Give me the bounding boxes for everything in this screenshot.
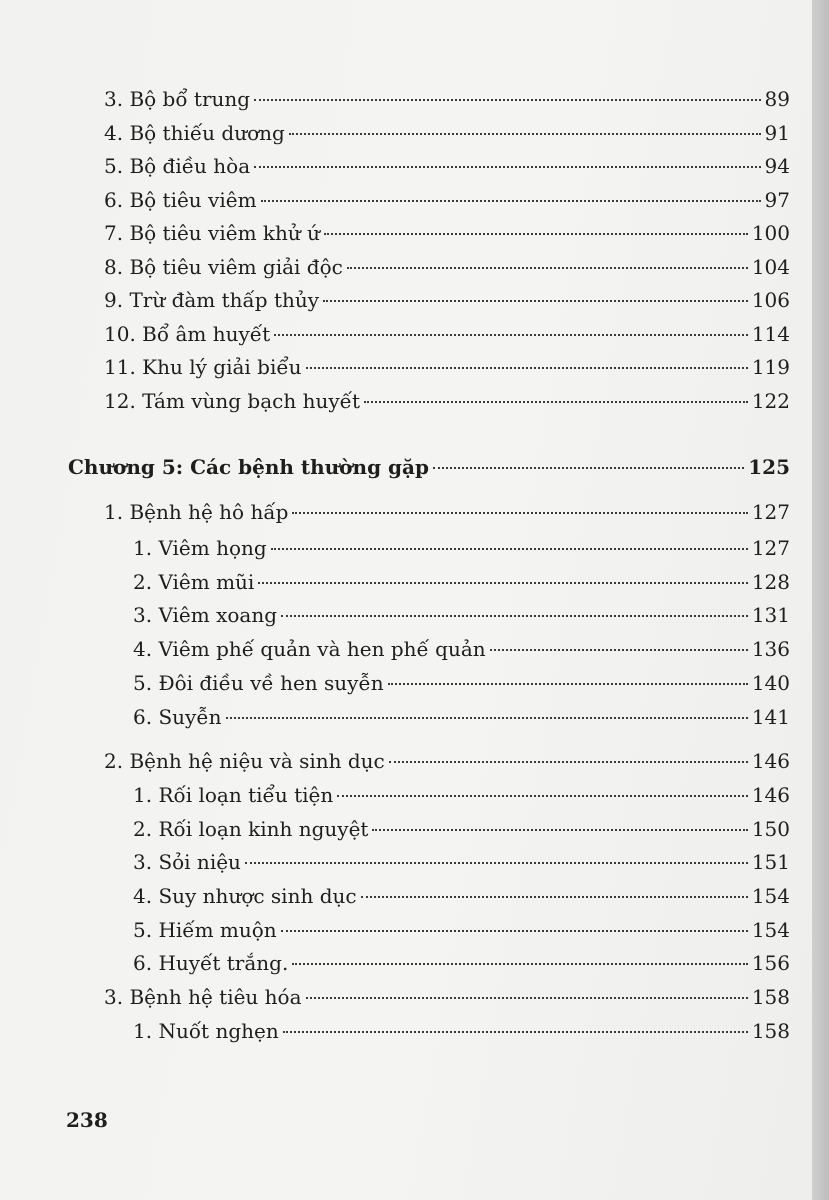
toc-entry bbox=[104, 746, 790, 776]
toc-entry bbox=[104, 497, 790, 527]
toc-entry-label: Chương 5: Các bệnh thường gặp bbox=[68, 455, 429, 479]
toc-entry-label: 3. Bộ bổ trung bbox=[104, 87, 251, 111]
toc-entry-label: 5. Đôi điều về hen suyễn bbox=[133, 671, 384, 695]
toc-entry-page: 158 bbox=[751, 985, 790, 1009]
toc-entry-label: 1. Bệnh hệ hô hấp bbox=[104, 500, 289, 524]
toc-entry-page: 89 bbox=[764, 87, 790, 111]
dot-leader bbox=[306, 367, 748, 369]
dot-leader bbox=[254, 166, 760, 168]
dot-leader bbox=[283, 1031, 748, 1033]
toc-entry-label: 1. Viêm họng bbox=[133, 536, 267, 560]
toc-chapter-heading bbox=[68, 452, 790, 482]
toc-entry-page: 151 bbox=[751, 850, 790, 874]
toc-entry-label: 4. Bộ thiếu dương bbox=[104, 121, 285, 145]
toc-entry-page: 158 bbox=[751, 1019, 790, 1043]
dot-leader bbox=[361, 896, 748, 898]
toc-entry bbox=[133, 780, 790, 810]
toc-entry-page: 127 bbox=[751, 536, 790, 560]
toc-entry-label: 5. Bộ điều hòa bbox=[104, 154, 251, 178]
dot-leader bbox=[245, 862, 748, 864]
toc-entry-page: 100 bbox=[751, 221, 790, 245]
toc-entry-label: 12. Tám vùng bạch huyết bbox=[104, 389, 360, 413]
toc-entry bbox=[133, 702, 790, 732]
toc-entry-label: 6. Bộ tiêu viêm bbox=[104, 188, 257, 212]
dot-leader bbox=[433, 467, 744, 469]
page-number: 238 bbox=[66, 1108, 108, 1132]
dot-leader bbox=[281, 615, 748, 617]
toc-entry bbox=[104, 218, 790, 248]
toc-entry bbox=[104, 185, 790, 215]
dot-leader bbox=[289, 133, 761, 135]
toc-entry-page: 91 bbox=[764, 121, 790, 145]
toc-entry bbox=[133, 847, 790, 877]
toc-entry-page: 154 bbox=[751, 884, 790, 908]
toc-entry-label: 2. Rối loạn kinh nguyệt bbox=[133, 817, 369, 841]
dot-leader bbox=[364, 401, 748, 403]
toc-entry bbox=[104, 118, 790, 148]
toc-entry bbox=[104, 352, 790, 382]
toc-entry-page: 156 bbox=[751, 951, 790, 975]
toc-entry bbox=[133, 567, 790, 597]
toc-entry-label: 8. Bộ tiêu viêm giải độc bbox=[104, 255, 343, 279]
toc-entry-label: 11. Khu lý giải biểu bbox=[104, 355, 302, 379]
toc-entry-page: 154 bbox=[751, 918, 790, 942]
toc-entry-page: 131 bbox=[751, 603, 790, 627]
toc-entry bbox=[133, 814, 790, 844]
dot-leader bbox=[271, 548, 748, 550]
toc-entry-label: 4. Viêm phế quản và hen phế quản bbox=[133, 637, 486, 661]
dot-leader bbox=[226, 717, 748, 719]
dot-leader bbox=[254, 99, 760, 101]
dot-leader bbox=[292, 512, 747, 514]
dot-leader bbox=[347, 267, 748, 269]
toc-entry-page: 122 bbox=[751, 389, 790, 413]
toc-entry bbox=[104, 982, 790, 1012]
toc-entry-page: 140 bbox=[751, 671, 790, 695]
toc-entry-page: 127 bbox=[751, 500, 790, 524]
toc-entry bbox=[133, 600, 790, 630]
toc-entry-label: 1. Rối loạn tiểu tiện bbox=[133, 783, 334, 807]
toc-entry-page: 150 bbox=[751, 817, 790, 841]
toc-entry bbox=[104, 252, 790, 282]
toc-entry bbox=[104, 319, 790, 349]
dot-leader bbox=[258, 582, 747, 584]
toc-entry-page: 119 bbox=[751, 355, 790, 379]
toc-entry-page: 141 bbox=[751, 705, 790, 729]
toc-entry-label: 7. Bộ tiêu viêm khử ứ bbox=[104, 221, 321, 245]
toc-entry-label: 4. Suy nhược sinh dục bbox=[133, 884, 357, 908]
dot-leader bbox=[292, 963, 747, 965]
toc-entry-page: 125 bbox=[748, 455, 790, 479]
toc-entry-page: 146 bbox=[751, 783, 790, 807]
toc-entry-label: 1. Nuốt nghẹn bbox=[133, 1019, 279, 1043]
dot-leader bbox=[306, 997, 748, 999]
page-edge bbox=[812, 0, 829, 1200]
toc-entry bbox=[133, 881, 790, 911]
dot-leader bbox=[490, 649, 748, 651]
dot-leader bbox=[324, 233, 748, 235]
toc-entry bbox=[133, 668, 790, 698]
toc-entry bbox=[133, 948, 790, 978]
toc-entry-page: 94 bbox=[764, 154, 790, 178]
toc-entry bbox=[133, 1016, 790, 1046]
toc-entry-label: 6. Huyết trắng. bbox=[133, 951, 289, 975]
toc-entry bbox=[104, 285, 790, 315]
toc-entry-label: 2. Bệnh hệ niệu và sinh dục bbox=[104, 749, 385, 773]
toc-entry-page: 114 bbox=[751, 322, 790, 346]
toc-entry bbox=[104, 386, 790, 416]
dot-leader bbox=[372, 829, 747, 831]
toc-entry-label: 3. Sỏi niệu bbox=[133, 850, 241, 874]
toc-entry-label: 5. Hiếm muộn bbox=[133, 918, 277, 942]
toc-entry-label: 10. Bổ âm huyết bbox=[104, 322, 271, 346]
toc-entry-page: 146 bbox=[751, 749, 790, 773]
toc-entry-page: 128 bbox=[751, 570, 790, 594]
toc-entry-page: 104 bbox=[751, 255, 790, 279]
toc-entry-page: 97 bbox=[764, 188, 790, 212]
dot-leader bbox=[274, 334, 748, 336]
toc-entry-page: 136 bbox=[751, 637, 790, 661]
toc-entry bbox=[104, 151, 790, 181]
dot-leader bbox=[261, 200, 761, 202]
toc-entry-label: 2. Viêm mũi bbox=[133, 570, 255, 594]
toc-entry-label: 3. Viêm xoang bbox=[133, 603, 278, 627]
dot-leader bbox=[323, 300, 748, 302]
toc-entry bbox=[104, 84, 790, 114]
toc-entry-label: 6. Suyễn bbox=[133, 705, 222, 729]
dot-leader bbox=[281, 930, 748, 932]
toc-entry bbox=[133, 915, 790, 945]
dot-leader bbox=[337, 795, 748, 797]
dot-leader bbox=[388, 683, 748, 685]
toc-entry bbox=[133, 533, 790, 563]
toc-entry-label: 9. Trừ đàm thấp thủy bbox=[104, 288, 320, 312]
toc-entry-label: 3. Bệnh hệ tiêu hóa bbox=[104, 985, 302, 1009]
toc-entry-page: 106 bbox=[751, 288, 790, 312]
dot-leader bbox=[389, 761, 748, 763]
toc-entry bbox=[133, 634, 790, 664]
